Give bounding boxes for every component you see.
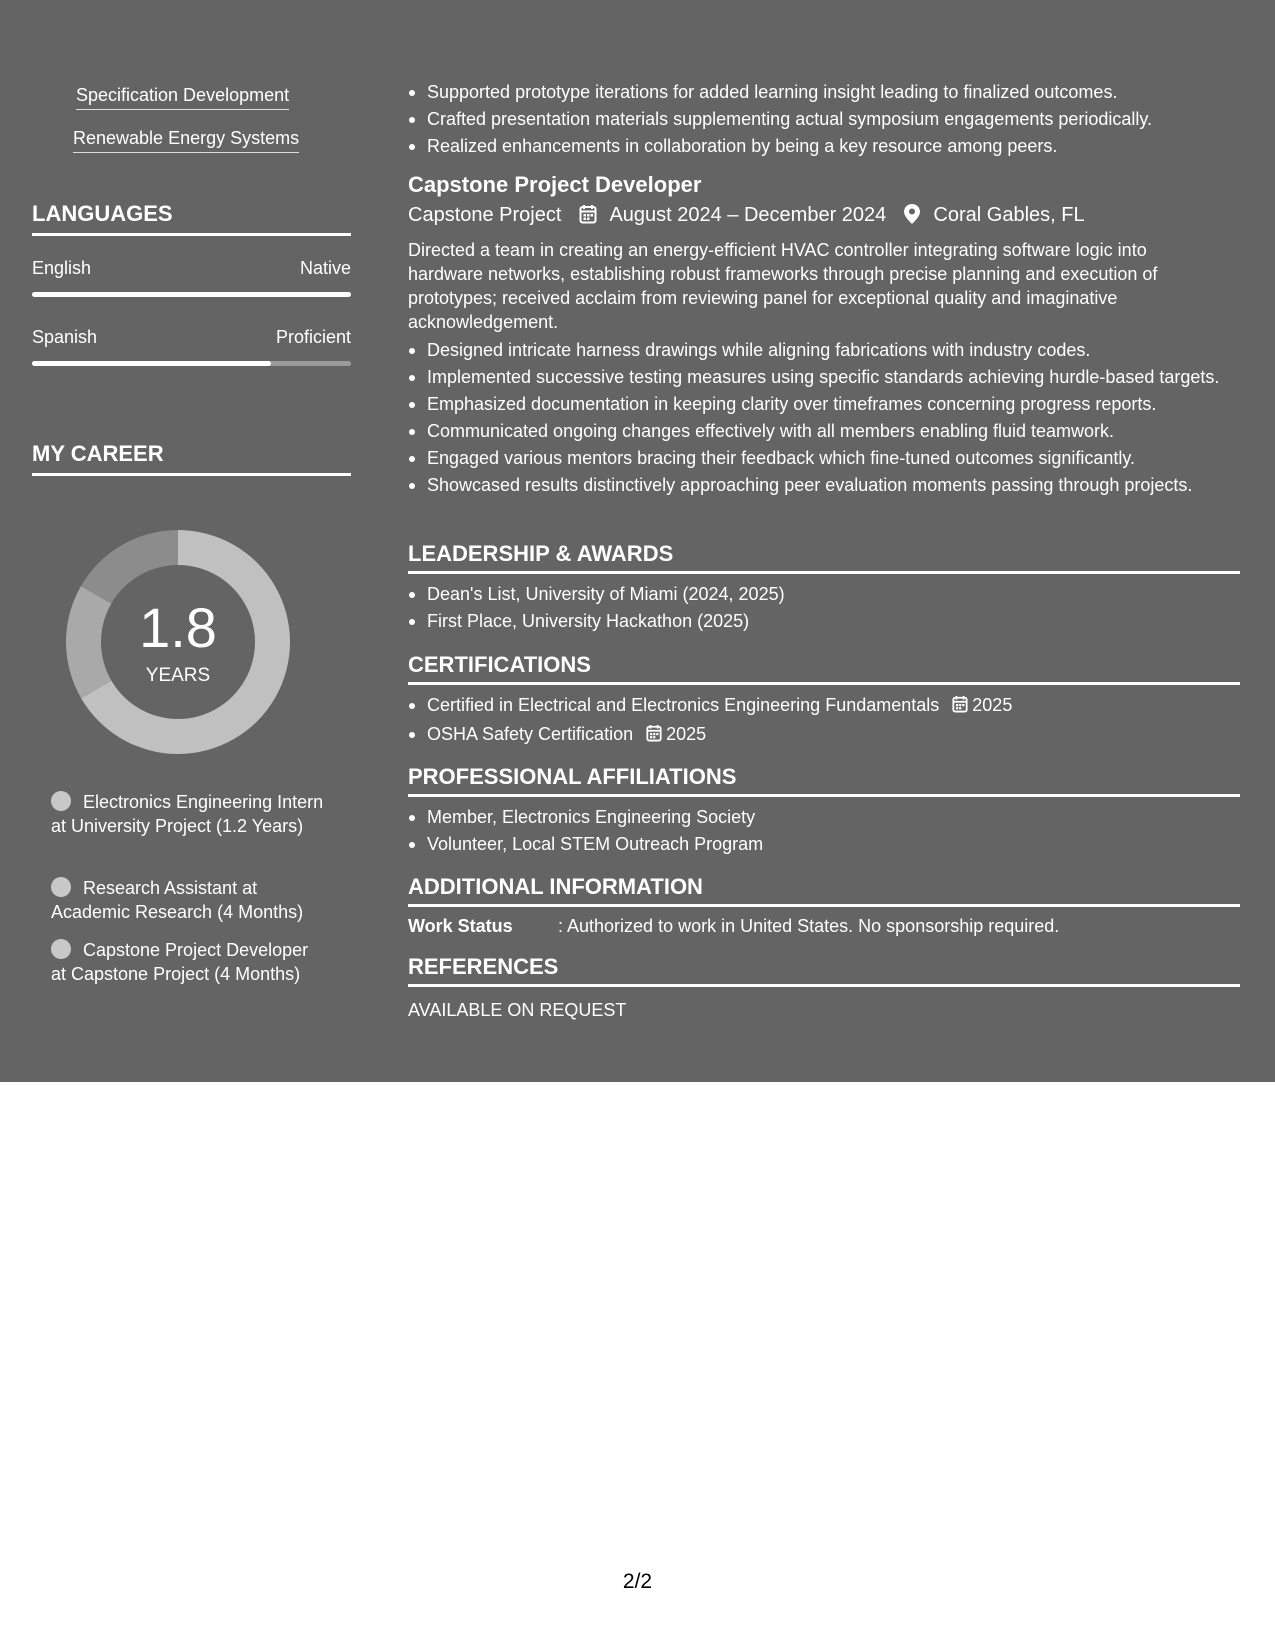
affiliations-heading: PROFESSIONAL AFFILIATIONS <box>408 764 1240 797</box>
list-item: Showcased results distinctively approaching peer evaluation moments passing through projects. <box>408 473 1238 497</box>
legend-label: Electronics Engineering Intern at University Project (1.2 Years) <box>51 792 324 836</box>
calendar-icon <box>646 724 662 748</box>
page-number: 2/2 <box>622 1570 653 1593</box>
career-legend-item <box>51 790 326 838</box>
certifications-list <box>408 693 1238 751</box>
job-dates: August 2024 – December 2024 <box>609 204 887 226</box>
list-item: Realized enhancements in collaboration by being a key resource among peers. <box>408 134 1238 158</box>
list-item: Supported prototype iterations for added learning insight leading to finalized outcomes. <box>408 80 1238 104</box>
languages-heading: LANGUAGES <box>32 201 351 236</box>
language-name: English <box>32 258 92 278</box>
certification-year: 2025 <box>972 695 1013 715</box>
skill-tag: Renewable Energy Systems <box>73 128 299 153</box>
job-meta <box>408 204 1085 230</box>
previous-job-bullets <box>408 80 1238 161</box>
list-item: First Place, University Hackathon (2025) <box>408 609 1238 633</box>
affiliations-list <box>408 805 1238 859</box>
list-item: Crafted presentation materials supplementing actual symposium engagements periodically. <box>408 107 1238 131</box>
career-legend-item <box>51 876 326 924</box>
language-level: Proficient <box>275 327 351 347</box>
job-bullets <box>408 338 1238 500</box>
list-item: Communicated ongoing changes effectively with all members enabling fluid teamwork. <box>408 419 1238 443</box>
additional-info-heading: ADDITIONAL INFORMATION <box>408 874 1240 907</box>
job-location: Coral Gables, FL <box>933 204 1085 226</box>
references-heading: REFERENCES <box>408 954 1240 987</box>
list-item: Volunteer, Local STEM Outreach Program <box>408 832 1238 856</box>
legend-dot <box>51 791 71 811</box>
certification-name: OSHA Safety Certification <box>427 724 634 744</box>
skill-tag: Specification Development <box>76 85 289 110</box>
legend-label: Research Assistant at Academic Research (4 Months) <box>51 878 304 922</box>
legend-dot <box>51 939 71 959</box>
work-status-label: Work Status <box>408 916 513 936</box>
list-item <box>408 722 1238 748</box>
list-item: Designed intricate harness drawings while aligning fabrications with industry codes. <box>408 338 1238 362</box>
career-unit: YEARS <box>145 665 211 686</box>
calendar-icon <box>579 204 597 230</box>
leadership-list <box>408 582 1238 636</box>
calendar-icon <box>952 695 968 719</box>
career-total: 1.8 <box>139 596 217 659</box>
list-item <box>408 693 1238 719</box>
list-item: Dean's List, University of Miami (2024, 2025) <box>408 582 1238 606</box>
language-bar <box>32 292 351 297</box>
career-heading: MY CAREER <box>32 441 351 476</box>
job-description: Directed a team in creating an energy-efficient HVAC controller integrating software logic into hardware networks, establishing robust frameworks through precise planning and execution of prototypes; received acclaim from reviewing panel for exceptional quality and imaginative acknowledgement. <box>408 240 1158 332</box>
work-status-value: : Authorized to work in United States. No sponsorship required. <box>558 916 1060 936</box>
donut-segment <box>81 530 178 604</box>
language-name: Spanish <box>32 327 98 347</box>
list-item: Engaged various mentors bracing their feedback which fine-tuned outcomes significantly. <box>408 446 1238 470</box>
legend-dot <box>51 877 71 897</box>
references-text: AVAILABLE ON REQUEST <box>408 1000 627 1020</box>
location-pin-icon <box>904 204 920 230</box>
legend-label: Capstone Project Developer at Capstone Project (4 Months) <box>51 940 309 984</box>
language-bar-fill <box>32 292 351 297</box>
job-title: Capstone Project Developer <box>408 172 702 197</box>
language-level: Native <box>299 258 351 278</box>
company-name: Capstone Project <box>408 204 562 226</box>
certifications-heading: CERTIFICATIONS <box>408 652 1240 685</box>
certification-year: 2025 <box>666 724 707 744</box>
language-bar-fill <box>32 361 271 366</box>
list-item: Emphasized documentation in keeping clarity over timeframes concerning progress reports. <box>408 392 1238 416</box>
leadership-heading: LEADERSHIP & AWARDS <box>408 541 1240 574</box>
list-item: Implemented successive testing measures using specific standards achieving hurdle-based targets. <box>408 365 1238 389</box>
language-bar <box>32 361 351 366</box>
career-legend-item <box>51 938 326 986</box>
list-item: Member, Electronics Engineering Society <box>408 805 1238 829</box>
certification-name: Certified in Electrical and Electronics Engineering Fundamentals <box>427 695 940 715</box>
